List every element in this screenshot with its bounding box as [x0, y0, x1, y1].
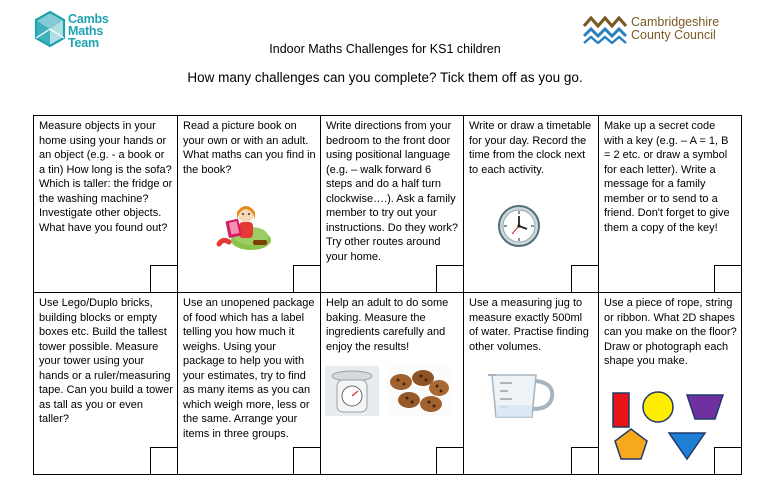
council-name-line-2: County Council	[631, 28, 716, 42]
challenge-cell-baking	[321, 293, 464, 474]
tick-box[interactable]	[436, 447, 463, 474]
tick-box[interactable]	[293, 447, 320, 474]
challenge-text: Write directions from your bedroom to the front door using positional language (e.g. – walk forward 6 steps and do a half turn clockwise….). Ask a family member to try out your instructions. Do they work? Try other routes around your home.	[326, 120, 459, 263]
challenges-grid	[33, 115, 742, 475]
challenge-cell-measuring-jug	[464, 293, 599, 474]
tick-box[interactable]	[714, 265, 741, 292]
challenge-text: Use Lego/Duplo bricks, building blocks or empty boxes etc. Build the tallest tower possible. Measure your tower using your hands or a ruler/measuring tape. Can you build a tower as tall as you or even taller?	[39, 297, 173, 425]
challenge-text: Measure objects in your home using your hands or an object (e.g. - a book or a tin) How long is the sofa? Which is taller: the fridge or the washing machine? Investigate other objects. What have you found out?	[39, 120, 173, 234]
challenge-cell-weigh-package	[178, 293, 321, 474]
tick-box[interactable]	[293, 265, 320, 292]
pentagon-shape-icon	[615, 429, 647, 459]
scales-and-cookies-icon	[325, 366, 453, 416]
page-title: Indoor Maths Challenges for KS1 children	[269, 42, 501, 56]
logo-line-2: Maths	[68, 24, 104, 38]
challenge-cell-timetable	[464, 116, 599, 293]
tick-box[interactable]	[150, 447, 177, 474]
challenge-text: Use a piece of rope, string or ribbon. What 2D shapes can you make on the floor? Draw or photograph each shape you make.	[604, 297, 737, 367]
council-name-line-1: Cambridgeshire	[631, 15, 720, 29]
challenge-text: Make up a secret code with a key (e.g. – A = 1, B = 2 etc. or draw a symbol for each letter). Write a message for a family member or to send to a friend. Don't forget to give them a copy of the key!	[604, 120, 730, 234]
page-subtitle: How many challenges can you complete? Tick them off as you go.	[187, 70, 583, 85]
challenge-text: Use a measuring jug to measure exactly 500ml of water. Practise finding other volumes.	[469, 297, 589, 353]
challenge-text: Read a picture book on your own or with an adult. What maths can you find in the book?	[183, 120, 316, 176]
tick-box[interactable]	[150, 265, 177, 292]
challenge-text: Use an unopened package of food which has a label telling you how much it weighs. Using your package to help you with your estimates, try to find as many items as you can which weigh more, less or the same. Arrange your items in three groups.	[183, 297, 315, 440]
challenge-cell-measure-objects	[34, 116, 178, 293]
challenge-cell-2d-shapes	[599, 293, 741, 474]
trapezium-shape-icon	[687, 395, 723, 419]
council-waves-icon	[583, 14, 629, 44]
challenge-text: Help an adult to do some baking. Measure the ingredients carefully and enjoy the results!	[326, 297, 449, 353]
rectangle-shape-icon	[613, 393, 629, 427]
tick-box[interactable]	[714, 447, 741, 474]
tick-box[interactable]	[436, 265, 463, 292]
triangle-shape-icon	[669, 433, 705, 459]
circle-shape-icon	[643, 392, 673, 422]
challenge-cell-picture-book	[178, 116, 321, 293]
clock-icon	[497, 204, 541, 248]
challenge-cell-directions	[321, 116, 464, 293]
logo-line-1: Cambs	[68, 12, 109, 26]
challenge-cell-secret-code	[599, 116, 741, 293]
measuring-jug-icon	[486, 371, 560, 421]
tick-box[interactable]	[571, 265, 598, 292]
logo-line-3: Team	[68, 36, 99, 50]
child-reading-icon	[213, 200, 275, 252]
challenge-text: Write or draw a timetable for your day. Record the time from the clock next to each activity.	[469, 120, 592, 176]
challenge-cell-tower	[34, 293, 178, 474]
tick-box[interactable]	[571, 447, 598, 474]
